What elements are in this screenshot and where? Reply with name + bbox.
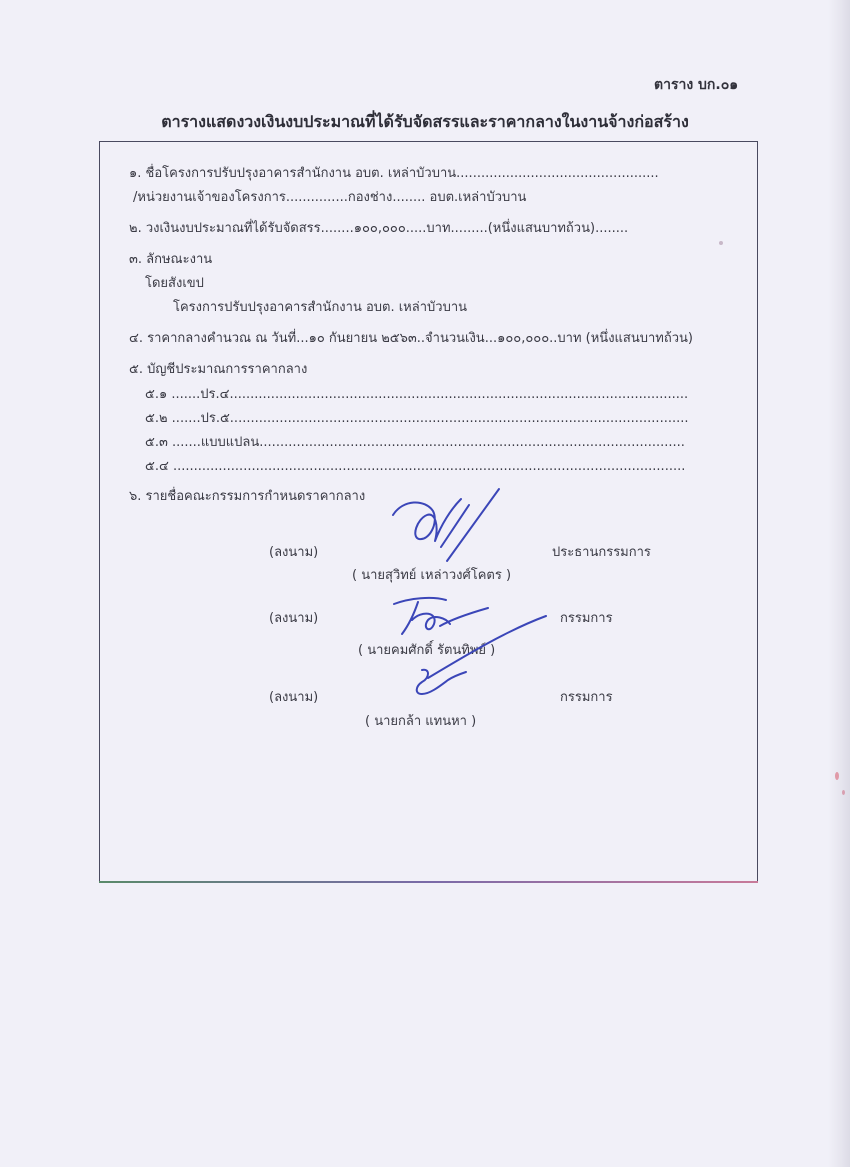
scan-speck [842,790,845,795]
scan-edge-shadow [828,0,850,1167]
item-1-owner-agency: /หน่วยงานเจ้าของโครงการ...............กองช่าง........ อบต.เหล่าบัวบาน [133,190,527,205]
role-3: กรรมการ [560,690,613,705]
item-5-3: ๕.๓ .......แบบแปลน....................................................................................................... [145,435,685,450]
signature-1 [385,483,510,568]
scan-speck [835,772,839,780]
sign-label-3: (ลงนาม) [269,690,319,705]
sign-label-2: (ลงนาม) [269,611,319,626]
form-frame-bottom-edge [99,881,758,883]
item-5-2: ๕.๒ .......ปร.๕............................................................................................................... [145,411,689,426]
member-name-2: ( นายคมศักดิ์ รัตนทิพย์ ) [358,643,496,658]
item-3-sub: โดยสังเขป [145,276,204,291]
item-3-heading: ๓. ลักษณะงาน [129,252,213,267]
item-3-detail: โครงการปรับปรุงอาคารสำนักงาน อบต. เหล่าบัวบาน [173,300,468,315]
item-6-heading: ๖. รายชื่อคณะกรรมการกำหนดราคากลาง [129,489,366,504]
item-5-heading: ๕. บัญชีประมาณการราคากลาง [129,362,308,377]
member-name-3: ( นายกล้า แทนหา ) [365,714,477,729]
item-1-project-name: ๑. ชื่อโครงการปรับปรุงอาคารสำนักงาน อบต. เหล่าบัวบาน................................................. [129,166,659,181]
member-name-1: ( นายสุวิทย์ เหล่าวงศ์โคตร ) [352,568,512,583]
signature-3 [400,664,470,704]
role-2: กรรมการ [560,611,613,626]
item-5-1: ๕.๑ .......ปร.๔............................................................................................................... [145,387,689,402]
item-2-budget: ๒. วงเงินงบประมาณที่ได้รับจัดสรร........๑๐๐,๐๐๐.....บาท.........(หนึ่งแสนบาทถ้วน)........ [129,221,629,236]
role-1: ประธานกรรมการ [552,545,651,560]
item-5-4: ๕.๔ ............................................................................................................................ [145,459,686,474]
scan-speck [719,241,723,245]
item-4-median-price: ๔. ราคากลางคำนวณ ณ วันที่...๑๐ กันยายน ๒๕๖๓..จำนวนเงิน...๑๐๐,๐๐๐..บาท (หนึ่งแสนบาทถ้วน) [129,331,693,346]
document-title: ตารางแสดงวงเงินงบประมาณที่ได้รับจัดสรรและราคากลางในงานจ้างก่อสร้าง [161,112,689,131]
sign-label-1: (ลงนาม) [269,545,319,560]
form-code: ตาราง บก.๐๑ [654,77,739,93]
